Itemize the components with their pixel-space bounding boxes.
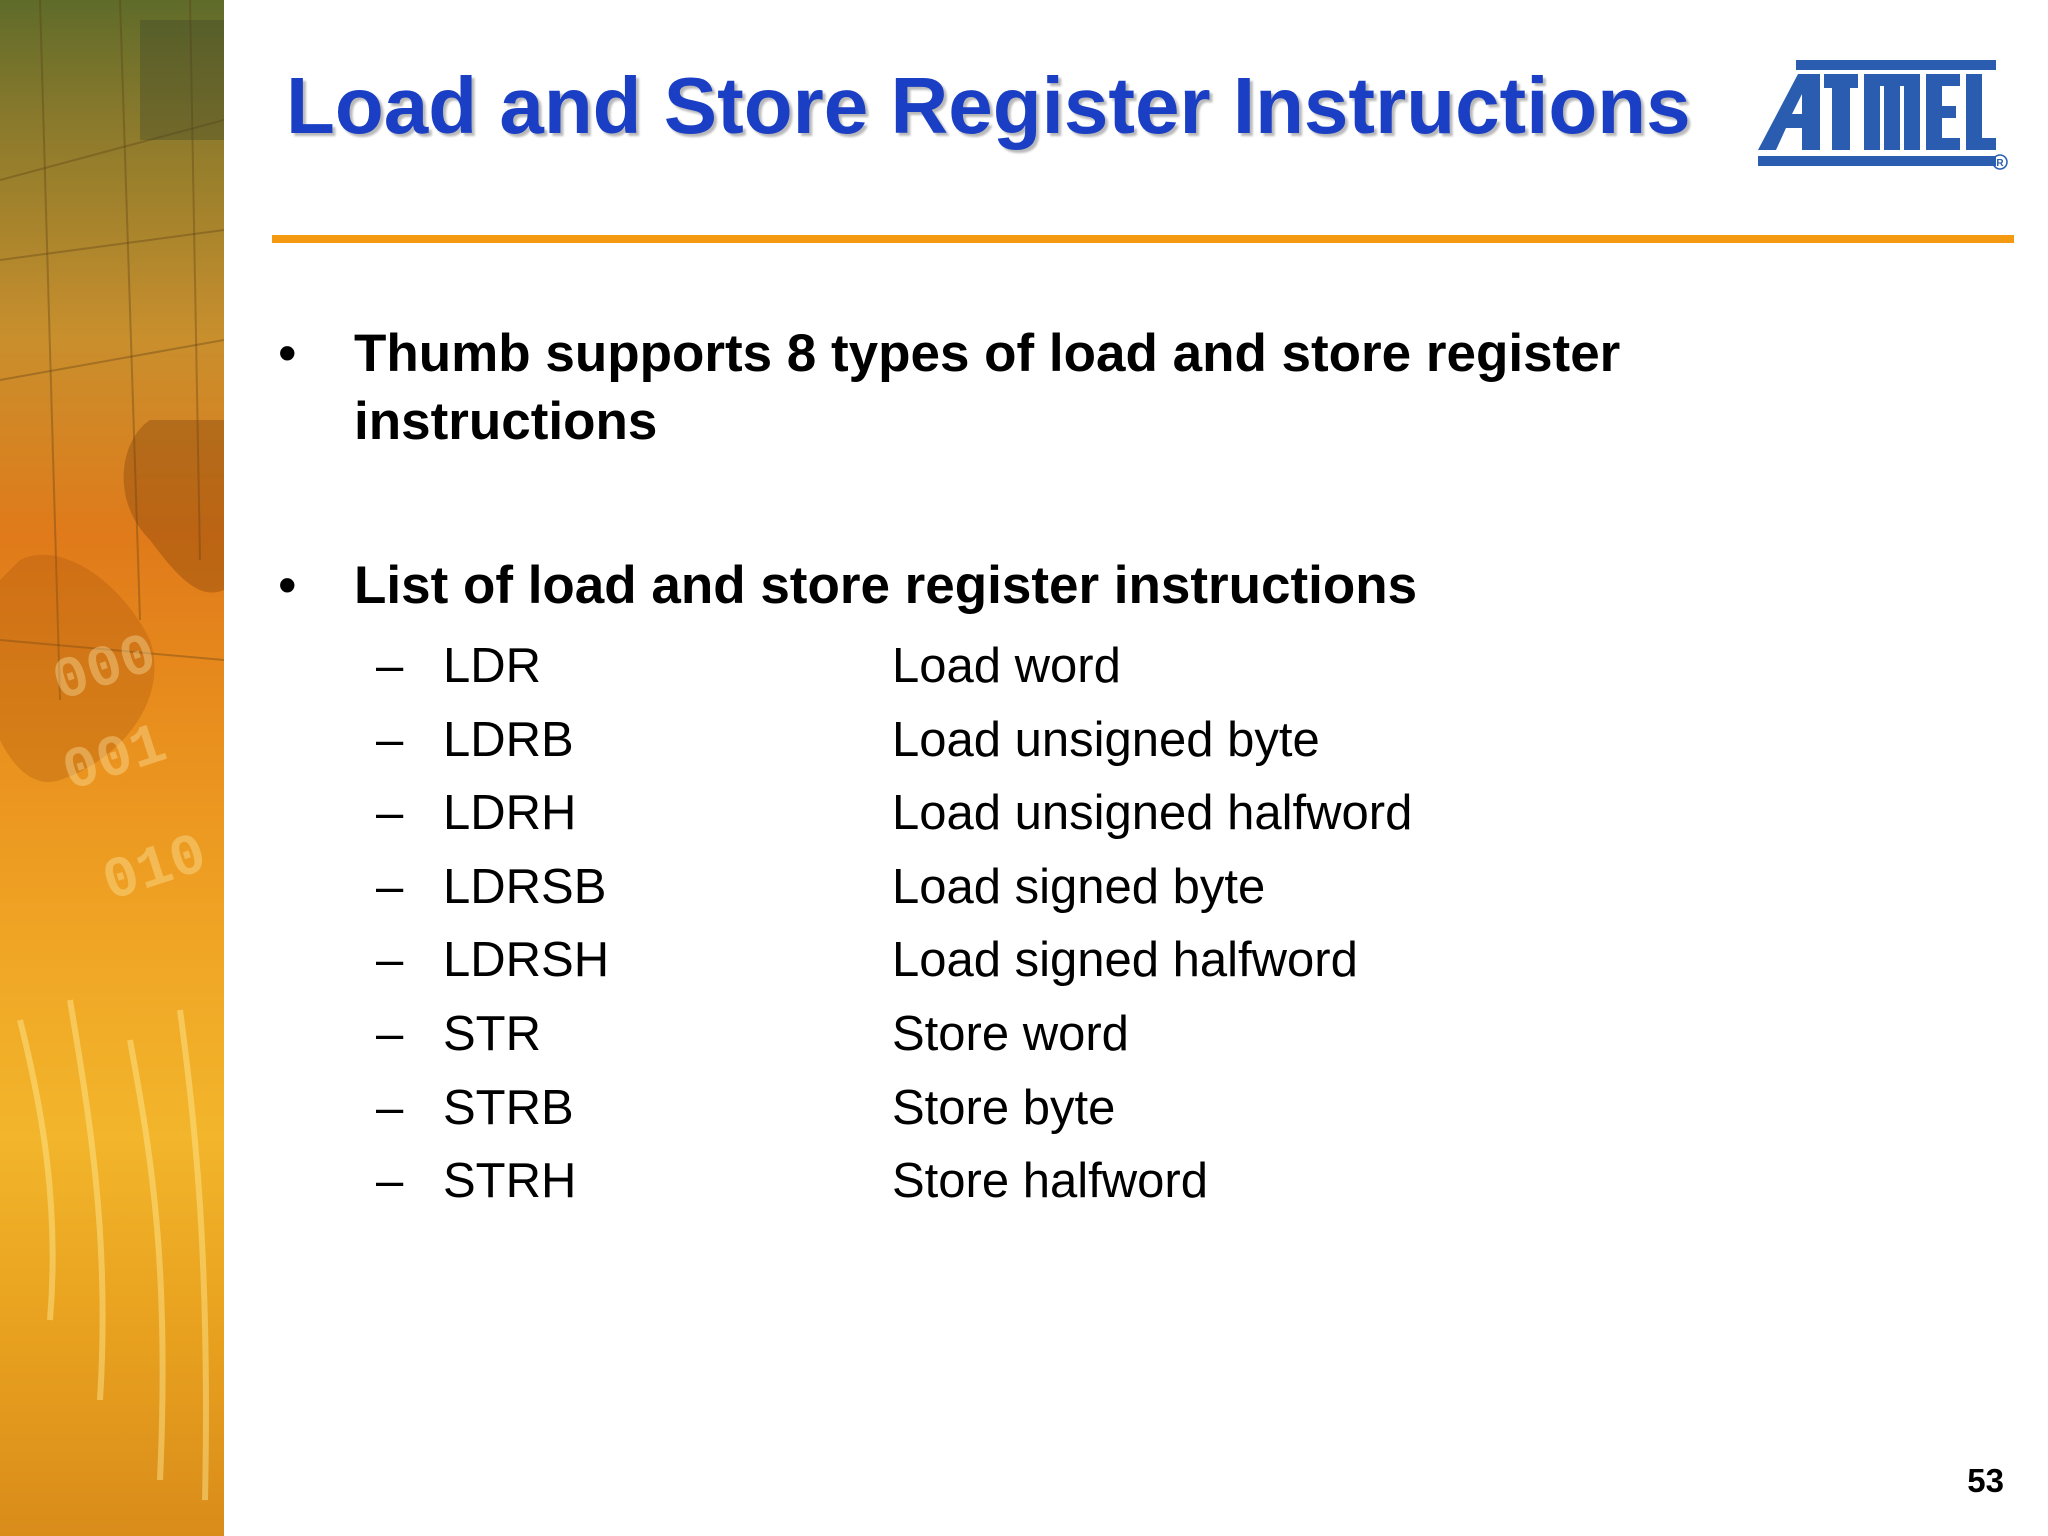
bullet-text: List of load and store register instructions [354, 556, 1418, 615]
sub-bullet-dash: – [376, 1154, 404, 1209]
instruction-item [376, 998, 1676, 1072]
instruction-description: Store byte [892, 1080, 1116, 1135]
instruction-description: Load signed halfword [892, 933, 1358, 988]
instruction-description: Store halfword [892, 1154, 1208, 1209]
sub-bullet-dash: – [376, 933, 404, 988]
slide-title: Load and Store Register Instructions [286, 61, 1691, 150]
bullet-symbol: • [278, 556, 297, 615]
instruction-item [376, 630, 1676, 704]
bullet-item [272, 552, 1772, 620]
instruction-description: Load signed byte [892, 859, 1266, 914]
circuit-pattern-icon [0, 0, 224, 1536]
sub-bullet-dash: – [376, 1006, 404, 1061]
instruction-description: Load unsigned halfword [892, 786, 1413, 841]
instruction-mnemonic: LDR [443, 639, 542, 693]
sub-bullet-dash: – [376, 639, 404, 693]
title-divider [272, 235, 2014, 243]
instruction-description: Store word [892, 1006, 1129, 1061]
instruction-mnemonic: STR [443, 1006, 541, 1061]
instruction-mnemonic: LDRSH [443, 933, 610, 988]
svg-text:000: 000 [45, 623, 165, 718]
svg-text:010: 010 [95, 823, 215, 918]
instruction-mnemonic: STRB [443, 1080, 574, 1135]
instruction-list [376, 630, 1676, 1219]
instruction-mnemonic: STRH [443, 1154, 577, 1209]
sub-bullet-dash: – [376, 712, 404, 767]
instruction-mnemonic: LDRH [443, 786, 577, 841]
instruction-item [376, 704, 1676, 778]
instruction-mnemonic: LDRB [443, 712, 574, 767]
instruction-item [376, 777, 1676, 851]
bullet-symbol: • [278, 324, 297, 383]
registered-mark: R [1996, 158, 2004, 169]
sub-bullet-dash: – [376, 1080, 404, 1135]
sub-bullet-dash: – [376, 786, 404, 841]
instruction-item [376, 924, 1676, 998]
atmel-logo-icon [1758, 58, 2008, 178]
bullet-text: Thumb supports 8 types of load and store register instructions [354, 324, 1621, 451]
instruction-mnemonic: LDRSB [443, 859, 607, 914]
page-number: 53 [1967, 1462, 2004, 1499]
instruction-description: Load unsigned byte [892, 712, 1320, 767]
instruction-item [376, 1072, 1676, 1146]
instruction-item [376, 851, 1676, 925]
instruction-item [376, 1145, 1676, 1219]
decorative-side-strip [0, 0, 224, 1536]
svg-text:001: 001 [55, 713, 175, 808]
bullet-item [272, 320, 1772, 456]
sub-bullet-dash: – [376, 859, 404, 914]
instruction-description: Load word [892, 639, 1121, 693]
